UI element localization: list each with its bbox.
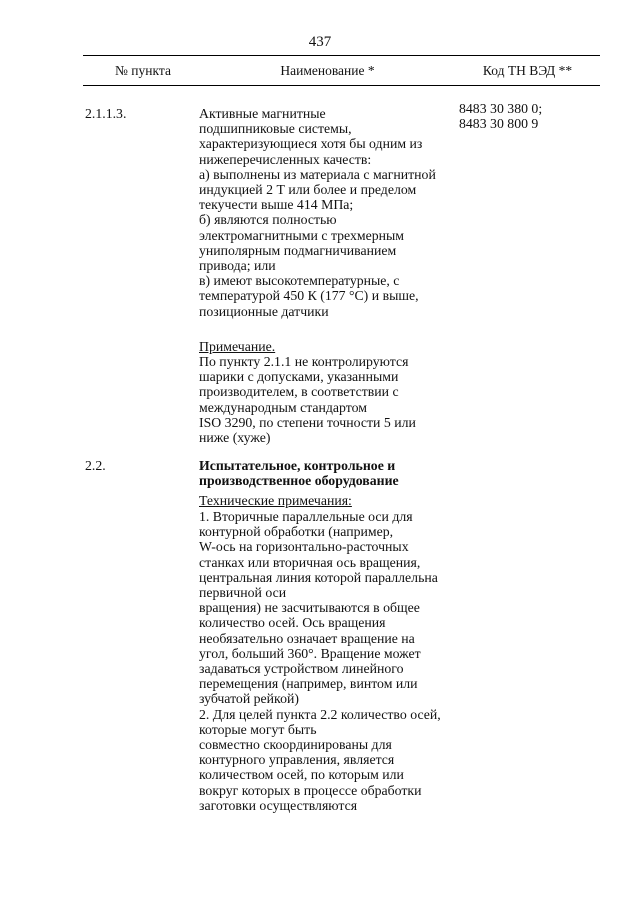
- note-text: По пункту 2.1.1 не контролируются шарики с допусками, указанными производителем, в соответствии с международным стандартом ISO 3290, по степени точности 5 или ниже (хуже): [199, 354, 416, 446]
- row-codes-2-1-1-3: 8483 30 380 0; 8483 30 800 9: [459, 101, 543, 132]
- row-number-2-1-1-3: 2.1.1.3.: [85, 106, 127, 121]
- section-title-2-2: Испытательное, контрольное и производственное оборудование: [199, 458, 399, 489]
- technical-notes-title: Технические примечания:: [199, 493, 352, 508]
- row-number-2-2: 2.2.: [85, 458, 106, 473]
- table-top-rule: [83, 55, 600, 56]
- table-header-rule: [83, 85, 600, 86]
- technical-notes-text: 1. Вторичные параллельные оси для контурной обработки (например, W-ось на горизонтально-расточных станках или вторичная ось вращения, центральная линия которой параллельна первичной оси вращения) не засчитываются в общее количество осей. Ось вращения необязательно означает вращение на угол, больший 360°. Вращение может задаваться устройством линейного перемещения (например, винтом или зубчатой рейкой) 2. Для целей пункта 2.2 количество осей, которые могут быть совместно скоординированы для контурного управления, является количеством осей, по которым или вокруг которых в процессе обработки заготовки осуществляются: [199, 509, 441, 813]
- row-description-2-1-1-3: Активные магнитные подшипниковые системы, характеризующиеся хотя бы одним из нижеперечисленных качеств: а) выполнены из материала с магнитной индукцией 2 Т или более и пределом текучести выше 414 МПа; б) являются полностью электромагнитными с трехмерным униполярным подмагничиванием привода; или в) имеют высокотемпературные, с температурой 450 К (177 °С) и выше, позиционные датчики: [199, 106, 436, 319]
- page-number: 437: [308, 34, 332, 50]
- column-header-number: № пункта: [115, 63, 171, 78]
- column-header-code: Код ТН ВЭД **: [482, 63, 573, 78]
- note-title: Примечание.: [199, 339, 276, 354]
- column-header-name: Наименование *: [280, 63, 375, 78]
